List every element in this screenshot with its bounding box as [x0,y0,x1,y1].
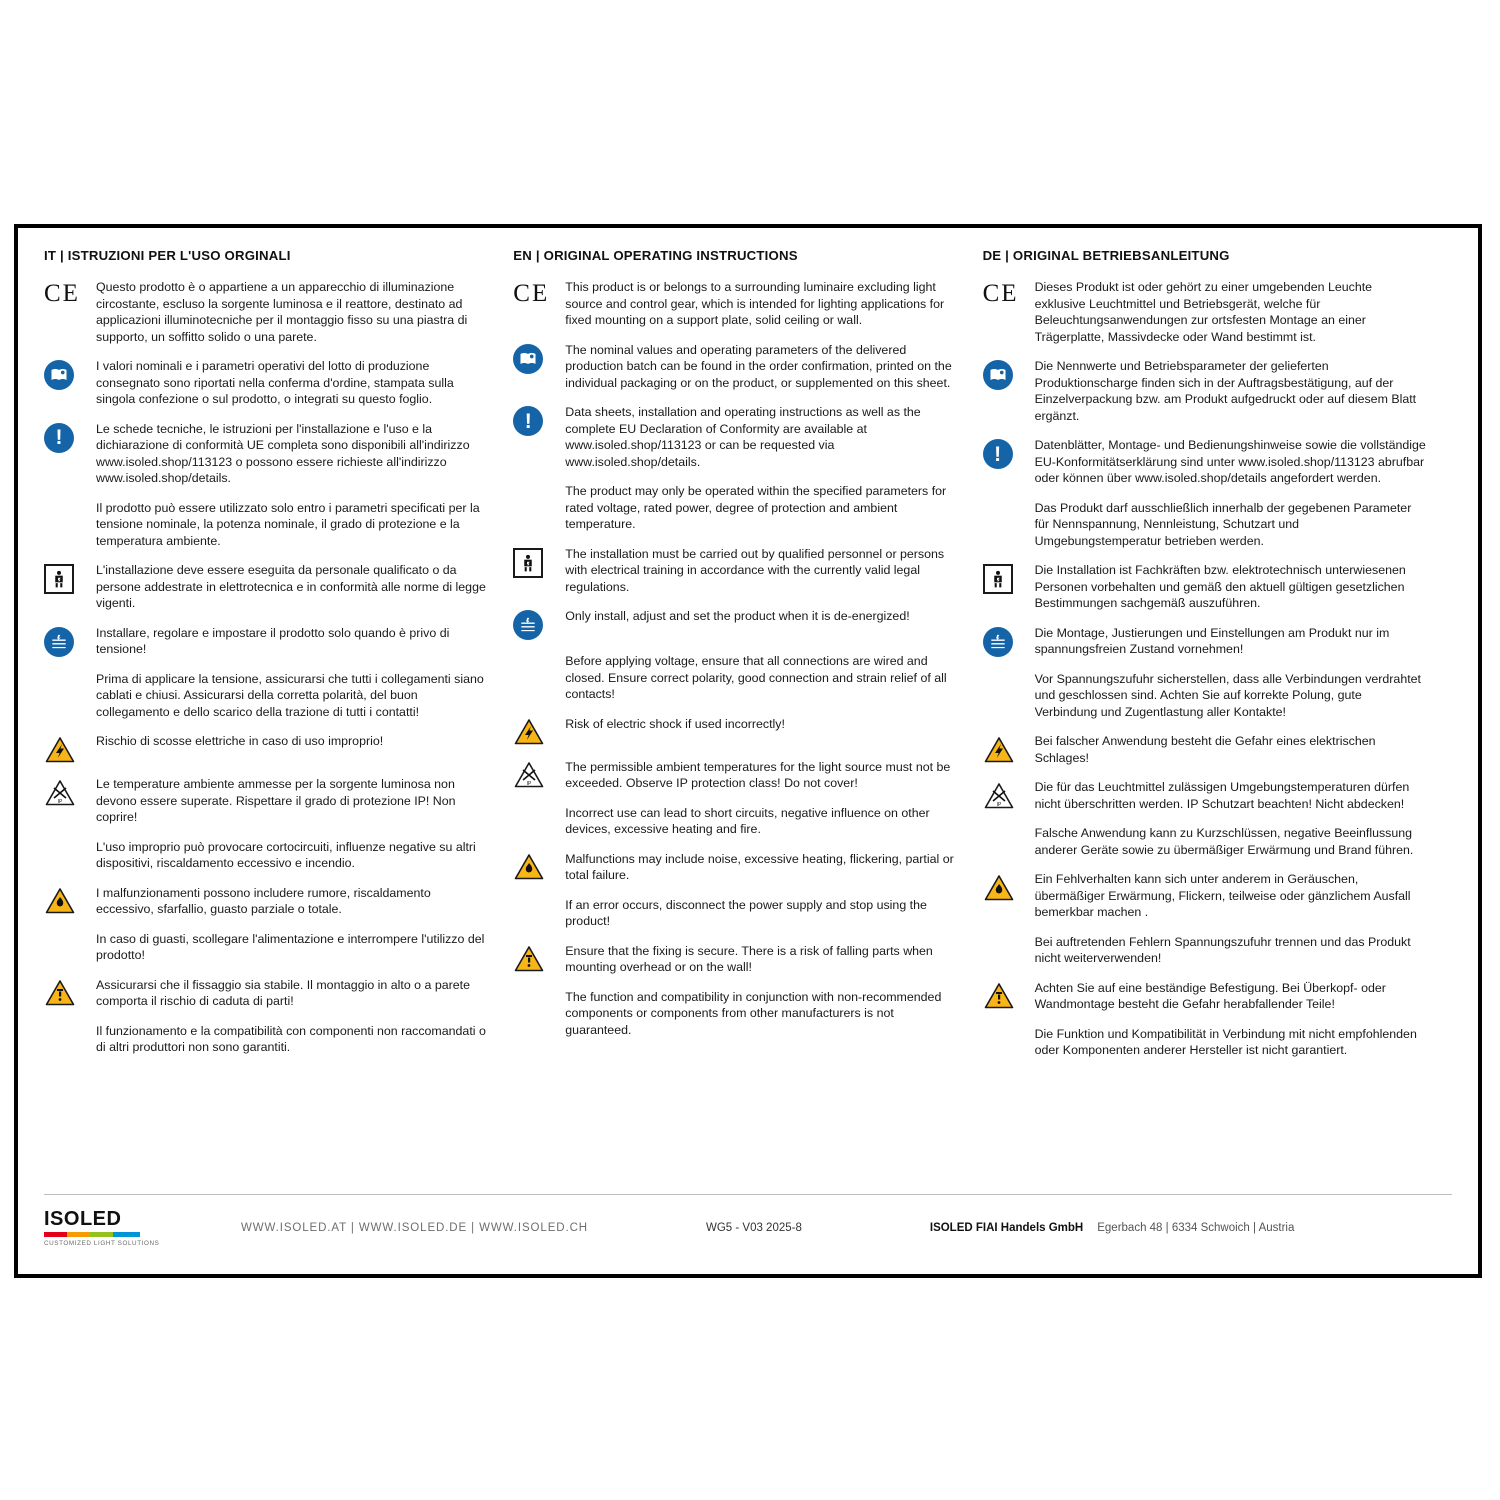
qualified-person-icon [44,562,96,594]
spacer [983,934,1035,936]
footer-company-address: Egerbach 48 | 6334 Schwoich | Austria [1097,1221,1295,1234]
instruction-sheet [14,224,1482,1278]
spacer [44,839,96,841]
logo-color-bar [44,1232,140,1237]
block-text: The function and compatibility in conjunction with non-recommended components or components from other manufacturers is not guaranteed. [565,989,942,1037]
instruction-block [983,279,1426,345]
block-text: Il funzionamento e la compatibilità con componenti non raccomandati o di altri produttori non sono garantiti. [96,1023,486,1054]
electric-shock-icon [44,733,96,763]
ce-mark-icon: CE [44,280,80,307]
warning-info-icon: ! [44,421,96,453]
block-text: I valori nominali e i parametri operativi del lotto di produzione consegnato sono riportati nella conferma d'ordine, stampata sulla singola confezione o sul prodotto, o integrati su questo foglio. [96,359,454,406]
instruction-block [513,342,956,392]
falling-parts-icon [513,943,565,973]
block-text: The nominal values and operating parameters of the delivered production batch can be found in the order confirmation, printed on the individual packaging or on the product, or supplemented on this sheet. [565,342,952,390]
electric-shock-icon [983,733,1035,763]
block-text: Risk of electric shock if used incorrectly! [565,716,785,731]
column-title-it: IT | ISTRUZIONI PER L'USO ORGINALI [44,248,291,263]
spacer [513,805,565,807]
block-text: Data sheets, installation and operating instructions as well as the complete EU Declaration of Conformity are available at www.isoled.shop/113123 or can be requested via www.isoled.shop/details. [565,405,921,469]
block-text: Die für das Leuchtmittel zulässigen Umgebungstemperaturen dürfen nicht überschritten werden. IP Schutzart beachten! Nicht abdecken! [1034,780,1410,811]
svg-text:IP: IP [57,798,63,805]
instruction-block [983,934,1426,967]
block-text: Il prodotto può essere utilizzato solo entro i parametri specificati per la tensione nominale, la potenza nominale, il grado di protezione e la temperatura ambiente. [96,500,480,548]
block-text: Vor Spannungszufuhr sicherstellen, dass alle Verbindungen verdrahtet und geschlossen sind. Achten Sie auf korrekte Polung, gute Verbindung und Zugentlastung aller Kontakte! [1034,671,1421,719]
instruction-block [983,671,1426,721]
spacer [513,897,565,899]
instruction-block [44,977,487,1010]
falling-parts-icon [983,980,1035,1010]
instruction-block [983,562,1426,612]
block-text: Achten Sie auf eine beständige Befestigung. Bei Überkopf- oder Wandmontage besteht die Gefahr herabfallender Teile! [1034,980,1386,1011]
block-text: Ein Fehlverhalten kann sich unter anderem in Geräuschen, übermäßiger Erwärmung, Flickern, teilweise oder gänzlichem Ausfall bemerkbar machen . [1034,872,1411,919]
spacer [44,931,96,933]
qualified-person-icon [513,546,565,578]
instruction-block [44,671,487,721]
read-manual-icon [983,358,1035,390]
language-columns [44,248,1452,1072]
fire-hazard-icon [44,885,96,915]
instruction-block [44,885,487,918]
block-text: Falsche Anwendung kann zu Kurzschlüssen, negative Beeinflussung anderer Geräte sowie zu übermäßiger Erwärmung und Brand führen. [1034,826,1414,857]
falling-parts-icon [44,977,96,1007]
block-text: Installare, regolare e impostare il prodotto solo quando è privo di tensione! [96,625,450,656]
instruction-block [513,989,956,1039]
block-text: L'uso improprio può provocare cortocircuiti, influenze negative su altri dispositivi, riscaldamento eccessivo e incendio. [96,839,476,870]
fire-hazard-icon [513,851,565,881]
spacer [983,671,1035,673]
footer-urls: WWW.ISOLED.AT | WWW.ISOLED.DE | WWW.ISOLED.CH [241,1221,588,1234]
electric-shock-icon [513,716,565,746]
block-text: Dieses Produkt ist oder gehört zu einer umgebenden Leuchte exklusive Leuchtmittel und Betriebsgerät, welche für Beleuchtungsanwendungen zur ortsfesten Montage an einer Trägerplatte, Massivdecke oder Wand bestimmt ist. [1034,280,1373,344]
spacer [513,483,565,485]
warning-info-icon: ! [513,404,565,436]
column-it [44,248,513,1072]
instruction-block [44,1023,487,1056]
block-text: Die Installation ist Fachkräften bzw. elektrotechnisch unterwiesenen Personen vorbehalten und gemäß den aktuell gültigen gesetzlichen Bestimmungen sachgemäß auszuführen. [1034,563,1406,610]
de-energized-icon [513,608,565,640]
instruction-block [983,825,1426,858]
block-text: Only install, adjust and set the product when it is de-energized! [565,609,910,623]
footer-company-name: ISOLED FIAI Handels GmbH [929,1221,1084,1234]
instruction-block [44,839,487,872]
instruction-block [513,805,956,838]
instruction-block [513,546,956,596]
block-text: The product may only be operated within the specified parameters for rated voltage, rated power, degree of protection and ambient temperature. [565,484,947,531]
instruction-block [44,625,487,658]
block-text: Malfunctions may include noise, excessive heating, flickering, partial or total failure. [565,851,954,882]
instruction-block [44,500,487,550]
instruction-block [44,279,487,345]
instruction-block [983,437,1426,487]
block-text: Before applying voltage, ensure that all connections are wired and closed. Ensure correct polarity, good connection and strain relief of all contacts! [565,654,947,701]
instruction-block [513,716,956,746]
block-text: Die Nennwerte und Betriebsparameter der gelieferten Produktionscharge finden sich in der Auftragsbestätigung, auf der Einzelverpackung bzw. am Produkt aufgedruckt oder auf diesem Blatt ergänzt. [1034,359,1417,423]
instruction-block [983,871,1426,921]
warning-info-icon: ! [983,437,1035,469]
instruction-block [983,625,1426,658]
block-text: I malfunzionamenti possono includere rumore, riscaldamento eccessivo, sfarfallio, guasto parziale o totale. [96,885,431,916]
ce-mark-icon: CE [513,280,550,307]
spacer [983,825,1035,827]
column-title-de: DE | ORIGINAL BETRIEBSANLEITUNG [982,248,1230,263]
spacer [513,653,565,655]
block-text: In caso di guasti, scollegare l'alimentazione e interrompere l'utilizzo del prodotto! [96,931,485,962]
spacer [983,1026,1035,1028]
svg-text:IP: IP [526,781,532,787]
instruction-block [44,358,487,408]
block-text: Bei auftretenden Fehlern Spannungszufuhr trennen und das Produkt nicht weiterverwenden! [1034,934,1411,965]
column-en [513,248,982,1072]
spacer [513,989,565,991]
instruction-block [513,653,956,703]
read-manual-icon [513,342,565,374]
block-text: Bei falscher Anwendung besteht die Gefahr eines elektrischen Schlages! [1034,734,1376,765]
spacer [44,1023,96,1025]
de-energized-icon [44,625,96,657]
instruction-block [513,943,956,976]
instruction-block [44,733,487,763]
instruction-block [513,897,956,930]
instruction-block [44,776,487,826]
block-text: Prima di applicare la tensione, assicurarsi che tutti i collegamenti siano cablati e chiusi. Assicurarsi della corretta polarità, del buon collegamento e dello scarico della trazione di tutti i contatti! [96,671,484,719]
block-text: Assicurarsi che il fissaggio sia stabile. Il montaggio in alto o a parete comporta il rischio di caduta di parti! [96,977,470,1008]
block-text: If an error occurs, disconnect the power supply and stop using the product! [565,897,927,928]
block-text: Die Funktion und Kompatibilität in Verbindung mit nicht empfohlenden oder Komponenten anderer Hersteller ist nicht garantiert. [1034,1026,1417,1057]
column-title-en: EN | ORIGINAL OPERATING INSTRUCTIONS [513,248,798,263]
svg-text:IP: IP [996,801,1001,808]
block-text: The installation must be carried out by qualified personnel or persons with electrical training in accordance with the currently valid legal regulations. [565,546,945,594]
block-text: Ensure that the fixing is secure. There is a risk of falling parts when mounting overhead or on the wall! [565,943,933,974]
de-energized-icon [983,625,1035,657]
block-text: Die Montage, Justierungen und Einstellungen am Produkt nur im spannungsfreien Zustand vornehmen! [1034,625,1390,656]
block-text: This product is or belongs to a surrounding luminaire excluding light source and control gear, which is intended for lighting applications for fixed mounting on a support plate, solid ceiling or wall. [565,280,945,327]
read-manual-icon [44,358,96,390]
spacer [44,671,96,673]
block-text: Das Produkt darf ausschließlich innerhalb der gegebenen Parameter für Nennspannung, Nennleistung, Schutzart und Umgebungstemperatur betrieben werden. [1034,500,1412,548]
column-de [983,248,1452,1072]
instruction-block [513,759,956,792]
block-text: L'installazione deve essere eseguita da personale qualificato o da persone addestrate in elettrotecnica e in conformità alle norme di legge vigenti. [96,563,486,610]
instruction-block [513,404,956,470]
do-not-cover-icon [513,759,565,789]
instruction-block [44,562,487,612]
spacer [44,500,96,502]
block-text: Le temperature ambiente ammesse per la sorgente luminosa non devono essere superate. Rispettare il grado di protezione IP! Non coprire! [96,777,456,824]
block-text: Questo prodotto è o appartiene a un apparecchio di illuminazione circostante, escluso la sorgente luminosa e il reattore, destinato ad applicazioni illuminotecniche per il montaggio fisso su una piastra di supporto, un soffitto solido o una parete. [96,280,468,344]
instruction-block [983,779,1426,812]
instruction-block [44,421,487,487]
instruction-block [983,358,1426,424]
do-not-cover-icon [44,776,96,806]
instruction-block [44,931,487,964]
block-text: Rischio di scosse elettriche in caso di uso improprio! [96,734,384,748]
fire-hazard-icon [983,871,1035,901]
instruction-block [983,980,1426,1013]
instruction-block [983,500,1426,550]
footer [44,1194,1452,1250]
block-text: The permissible ambient temperatures for the light source must not be exceeded. Observe IP protection class! Do not cover! [565,759,951,790]
ce-mark-icon: CE [982,280,1019,307]
isoled-logo [44,1209,199,1247]
logo-wordmark: ISOLED [44,1207,122,1230]
qualified-person-icon [983,562,1035,594]
block-text: Incorrect use can lead to short circuits, negative influence on other devices, excessive heating and fire. [565,805,930,836]
do-not-cover-icon [983,779,1035,809]
spacer [983,500,1035,502]
instruction-block [983,733,1426,766]
footer-document-code: WG5 - V03 2025-8 [705,1221,802,1234]
block-text: Datenblätter, Montage- und Bedienungshinweise sowie die vollständige EU-Konformitätserklärung sind unter www.isoled.shop/113123 abrufbar oder können über www.isoled.shop/details angefordert werden. [1034,438,1426,485]
instruction-block [513,851,956,884]
instruction-block [513,608,956,640]
logo-tagline: CUSTOMIZED LIGHT SOLUTIONS [44,1239,160,1247]
instruction-block [513,483,956,533]
instruction-block [513,279,956,329]
instruction-block [983,1026,1426,1059]
block-text: Le schede tecniche, le istruzioni per l'installazione e l'uso e la dichiarazione di conformità UE completa sono disponibili all'indirizzo www.isoled.shop/113123 o possono essere richieste all'indirizzo www.isoled.shop/details. [96,421,470,485]
